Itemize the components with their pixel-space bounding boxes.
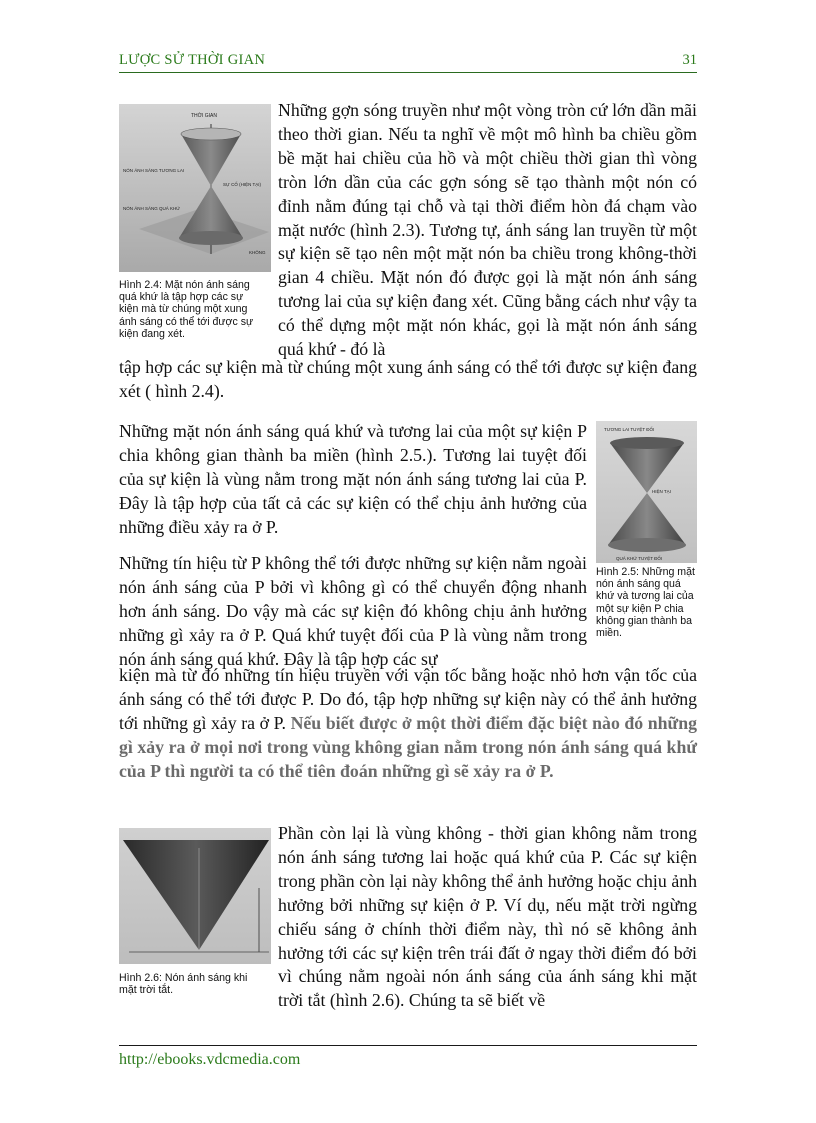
book-title: LƯỢC SỬ THỜI GIAN	[119, 52, 266, 68]
figure-2-4-caption: Hình 2.4: Mặt nón ánh sáng quá khứ là tập hợp các sự kiện mà từ chúng một xung ánh sáng có thể tới được sự kiện đang xét.	[119, 279, 254, 340]
fig-label-time: THỜI GIAN	[191, 113, 217, 119]
fig-label-present: HIỆN TẠI	[652, 489, 671, 494]
paragraph-3-emphasis: Nếu biết được ở một thời điểm đặc biệt nào đó những gì xảy ra ở mọi nơi trong vùng không gian nằm trong nón ánh sáng quá khứ của P thì người ta có thể tiên đoán những gì sẽ xảy ra ở P.	[119, 712, 697, 781]
paragraph-4: Phần còn lại là vùng không - thời gian không nằm trong nón ánh sáng tương lai hoặc quá khứ của P. Các sự kiện trong phần còn lại này không thể ảnh hưởng hoặc chịu ảnh hưởng bởi những sự kiện ở P. Ví dụ, nếu mặt trời ngừng chiếu sáng ở chính thời điểm này, thì nó sẽ không ảnh hưởng tới các sự kiện trên trái đất ở ngay thời điểm đó bởi vì chúng nằm ngoài nón ánh sáng của ánh sáng khi mặt trời tắt (hình 2.6). Chúng ta sẽ biết về	[278, 823, 697, 1011]
figure-2-4-image	[119, 104, 271, 272]
fig-label-past-cone: NÓN ÁNH SÁNG QUÁ KHỨ	[123, 206, 181, 211]
fig-label-future-cone: NÓN ÁNH SÁNG TƯƠNG LAI	[123, 168, 185, 173]
figure-2-5-image	[596, 421, 697, 563]
fig-label-absolute-future: TƯƠNG LAI TUYỆT ĐỐI	[604, 427, 655, 432]
figure-2-6-caption: Hình 2.6: Nón ánh sáng khi mặt trời tắt.	[119, 972, 248, 997]
paragraph-3-continuation	[119, 664, 697, 784]
paragraph-2: Những mặt nón ánh sáng quá khứ và tương lai của một sự kiện P chia không gian thành ba miền (hình 2.5.). Tương lai tuyệt đối của sự kiện là vùng nằm trong mặt nón ánh sáng tương lai của P. Đây là tập hợp của tất cả các sự kiện có thể chịu ảnh hưởng của những điều xảy ra ở P.	[119, 421, 587, 537]
paragraph-1: Những gợn sóng truyền như một vòng tròn cứ lớn dần mãi theo thời gian. Nếu ta nghĩ về một mô hình ba chiều gồm bề mặt hai chiều của hồ và một chiều thời gian thì vòng tròn lớn dần của các gợn sóng sẽ tạo thành một nón có đỉnh nằm đúng tại chỗ và tại thời điểm hòn đá chạm vào mặt nước (hình 2.3). Tương tự, ánh sáng lan truyền từ một sự kiện sẽ tạo nên một mặt nón ba chiều trong không-thời gian 4 chiều. Mặt nón đó được gọi là mặt nón ánh sáng tương lai của sự kiện đang xét. Cũng bằng cách như vậy ta có thể dựng một mặt nón khác, gọi là mặt nón ánh sáng quá khứ - đó là	[278, 100, 697, 360]
page-header	[119, 52, 697, 73]
paragraph-1-continuation: tập hợp các sự kiện mà từ chúng một xung ánh sáng có thể tới được sự kiện đang xét ( hình 2.4).	[119, 357, 697, 401]
fig-label-absolute-past: QUÁ KHỨ TUYỆT ĐỐI	[616, 556, 663, 561]
fig-label-event: SỰ CỐ (HIỆN TẠI)	[223, 182, 262, 187]
paragraph-3: Những tín hiệu từ P không thể tới được những sự kiện nằm ngoài nón ánh sáng của P bởi vì không gì có thể chuyển động nhanh hơn ánh sáng. Do vậy mà các sự kiện đó không chịu ảnh hưởng những gì xảy ra ở P. Quá khứ tuyệt đối của P là vùng nằm trong nón ánh sáng quá khứ. Đây là tập hợp các sự	[119, 553, 587, 669]
figure-2-6-image	[119, 828, 271, 964]
footer-url[interactable]: http://ebooks.vdcmedia.com	[119, 1051, 301, 1068]
page-number: 31	[682, 52, 697, 68]
fig-label-space: KHÔNG	[249, 250, 266, 255]
footer-divider	[119, 1045, 697, 1046]
paragraph-3-normal: kiện mà từ đó những tín hiệu truyền với vận tốc bằng hoặc nhỏ hơn vận tốc của ánh sáng có thể tới được P. Do đó, tập hợp những sự kiện này có thể ảnh hưởng tới những gì xảy ra ở P.	[119, 665, 697, 733]
figure-2-5-caption: Hình 2.5: Những mặt nón ánh sáng quá khứ và tương lai của một sự kiện P chia không gian thành ba miền.	[596, 566, 695, 640]
